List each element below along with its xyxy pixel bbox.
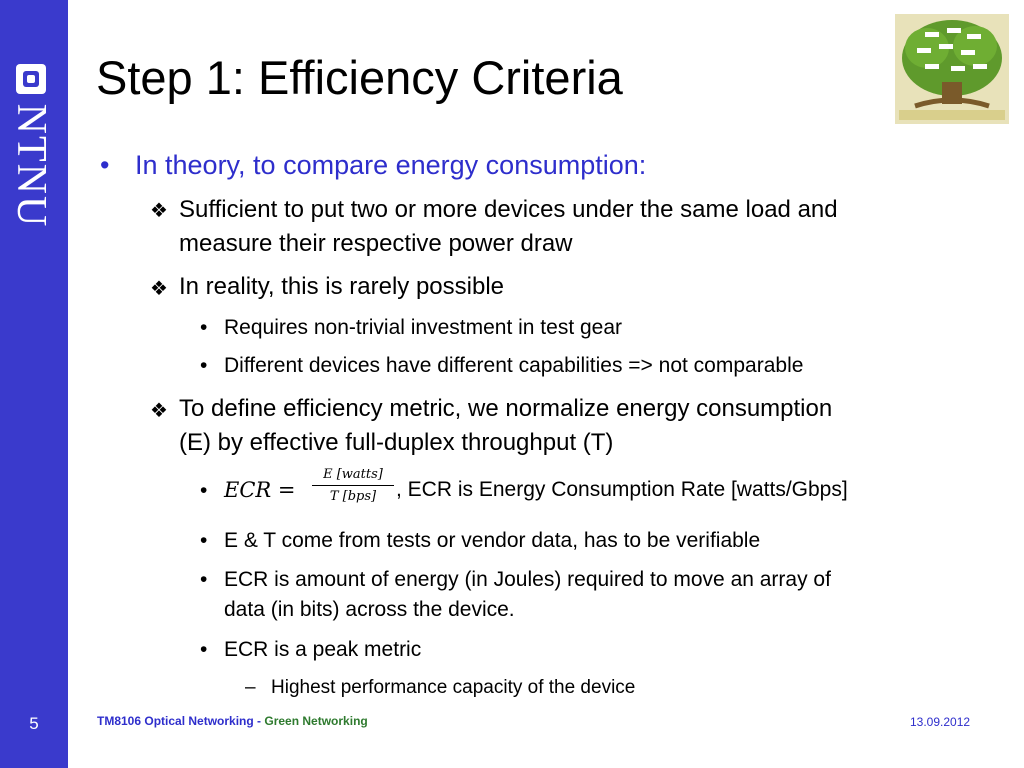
bullet-level3-text: Different devices have different capabilities => not comparable (224, 354, 804, 377)
bullet-dot: • (200, 568, 208, 591)
diamond-bullet-icon: ❖ (150, 200, 168, 222)
bullet-level3-text: ECR is a peak metric (224, 638, 422, 661)
footer-separator: - (253, 714, 265, 728)
bullet-dot: • (200, 354, 208, 377)
bullet-level2-text: In reality, this is rarely possible (179, 273, 505, 300)
bullet-dot: • (100, 150, 110, 180)
bullet-level3-text: E & T come from tests or vendor data, has to be verifiable (224, 529, 761, 552)
slide-title: Step 1: Efficiency Criteria (96, 51, 623, 104)
bullet-level3-text: Requires non-trivial investment in test gear (224, 316, 623, 339)
bullet-level4-text: Highest performance capacity of the device (271, 677, 636, 698)
page-number: 5 (29, 714, 39, 733)
diamond-bullet-icon: ❖ (150, 278, 168, 300)
diamond-bullet-icon: ❖ (150, 400, 168, 422)
fraction-bar (312, 485, 394, 486)
footer-course-line (97, 714, 368, 728)
formula-fraction (310, 467, 396, 504)
bullet-level1-text: In theory, to compare energy consumption: (135, 150, 647, 180)
footer-topic: Green Networking (264, 714, 368, 728)
ntnu-wordmark: NTNU (8, 103, 54, 229)
formula-lhs: ECR = (224, 478, 296, 502)
bullet-level2-text-cont: measure their respective power draw (179, 230, 573, 257)
formula-numerator: E [watts] (323, 467, 383, 482)
bullet-dot: • (200, 479, 208, 502)
bullet-level2-text: To define efficiency metric, we normalize energy consumption (179, 395, 833, 422)
bullet-dot: • (200, 316, 208, 339)
green-networking-tree-icon (895, 14, 1009, 124)
bullet-level3-text-cont: data (in bits) across the device. (224, 598, 515, 621)
bullet-dot: • (200, 529, 208, 552)
footer-date: 13.09.2012 (910, 715, 971, 729)
bullet-dot: • (200, 638, 208, 661)
bullet-level2-text-cont: (E) by effective full-duplex throughput (T) (179, 429, 614, 456)
bullet-dash: – (245, 677, 256, 698)
ntnu-logo-icon (16, 64, 46, 94)
formula-description: , ECR is Energy Consumption Rate [watts/Gbps] (396, 478, 848, 501)
footer-course: TM8106 Optical Networking (97, 714, 254, 728)
bullet-level3-text: ECR is amount of energy (in Joules) required to move an array of (224, 568, 831, 591)
bullet-level2-text: Sufficient to put two or more devices under the same load and (179, 196, 838, 223)
formula-denominator: T [bps] (329, 489, 377, 504)
sidebar (0, 0, 68, 768)
